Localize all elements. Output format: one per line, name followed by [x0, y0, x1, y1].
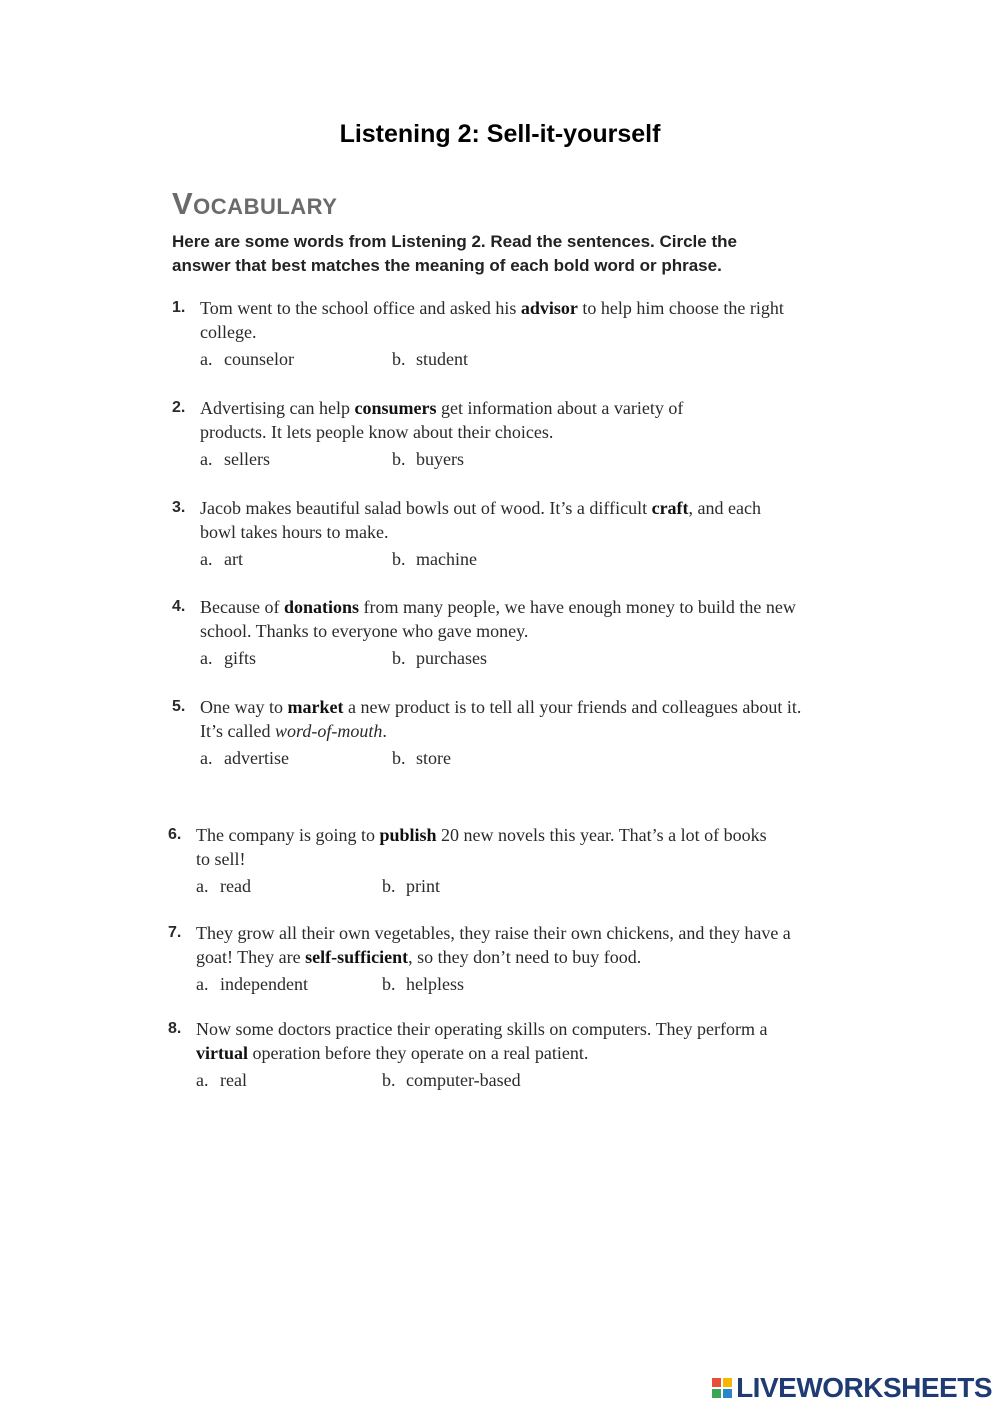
option-a[interactable]: a. read: [196, 876, 251, 896]
target-word: virtual: [196, 1043, 248, 1063]
option-a[interactable]: a. art: [200, 549, 243, 569]
section-heading: Vocabulary: [172, 186, 338, 221]
question-text: Advertising can help consumers get information about a variety of products. It lets people know about their choices.: [200, 398, 684, 442]
question-number: 4.: [172, 598, 186, 615]
option-b[interactable]: b. helpless: [382, 974, 464, 994]
target-word: donations: [283, 597, 360, 617]
option-b[interactable]: b. student: [392, 349, 468, 369]
option-a[interactable]: a. advertise: [200, 748, 289, 768]
question-number: 5.: [172, 698, 186, 715]
logo-text: LIVEWORKSHEETS: [736, 1372, 992, 1403]
question-text: They grow all their own vegetables, they raise their own chickens, and they have a goat! They are self-sufficient, so they don’t need to buy food.: [196, 923, 791, 967]
question-text: One way to market a new product is to tell all your friends and colleagues about it. It’s called word-of-mouth.: [200, 697, 802, 741]
question-text: Jacob makes beautiful salad bowls out of wood. It’s a difficult craft, and each bowl takes hours to make.: [200, 498, 762, 542]
option-a[interactable]: a. real: [196, 1070, 247, 1090]
logo-block: [723, 1389, 732, 1398]
option-b[interactable]: b. print: [382, 876, 440, 896]
option-a[interactable]: a. sellers: [200, 449, 270, 469]
question-number: 2.: [172, 399, 186, 416]
page-title: Listening 2: Sell-it-yourself: [339, 120, 661, 148]
option-a[interactable]: a. gifts: [200, 648, 257, 668]
question-number: 3.: [172, 499, 186, 516]
target-word: publish: [379, 825, 437, 845]
question-text: The company is going to publish 20 new novels this year. That’s a lot of books to sell!: [196, 825, 767, 869]
target-word: craft: [651, 498, 689, 518]
logo-block: [712, 1389, 721, 1398]
question-7: [168, 921, 808, 1000]
target-word: advisor: [520, 298, 578, 318]
question-8: [168, 1017, 768, 1096]
question-number: 7.: [168, 924, 182, 941]
target-word: consumers: [354, 398, 437, 418]
question-text: Now some doctors practice their operating skills on computers. They perform a virtual operation before they operate on a real patient.: [196, 1019, 768, 1063]
option-b[interactable]: b. buyers: [392, 449, 464, 469]
option-a[interactable]: a. independent: [196, 974, 308, 994]
question-number: 6.: [168, 826, 182, 843]
question-1: [172, 296, 812, 375]
question-5: [172, 695, 812, 774]
option-b[interactable]: b. computer-based: [382, 1070, 521, 1090]
option-a[interactable]: a. counselor: [200, 349, 294, 369]
question-text: Tom went to the school office and asked his advisor to help him choose the right college.: [200, 298, 784, 342]
logo-block: [723, 1378, 732, 1387]
logo-block: [712, 1378, 721, 1387]
question-number: 1.: [172, 299, 186, 316]
question-6: [168, 823, 768, 902]
question-2: [172, 396, 752, 475]
liveworksheets-logo: [712, 1371, 992, 1405]
question-number: 8.: [168, 1020, 182, 1037]
instructions: Here are some words from Listening 2. Read the sentences. Circle the answer that best matches the meaning of each bold word or phrase.: [172, 232, 737, 275]
option-b[interactable]: b. machine: [392, 549, 477, 569]
question-text: Because of donations from many people, we have enough money to build the new school. Thanks to everyone who gave money.: [200, 597, 796, 641]
question-3: [172, 496, 792, 575]
option-b[interactable]: b. purchases: [392, 648, 487, 668]
logo-blocks-icon: [712, 1378, 732, 1398]
question-4: [172, 595, 802, 674]
target-word: self-sufficient: [305, 947, 409, 967]
option-b[interactable]: b. store: [392, 748, 451, 768]
target-word: market: [287, 697, 344, 717]
